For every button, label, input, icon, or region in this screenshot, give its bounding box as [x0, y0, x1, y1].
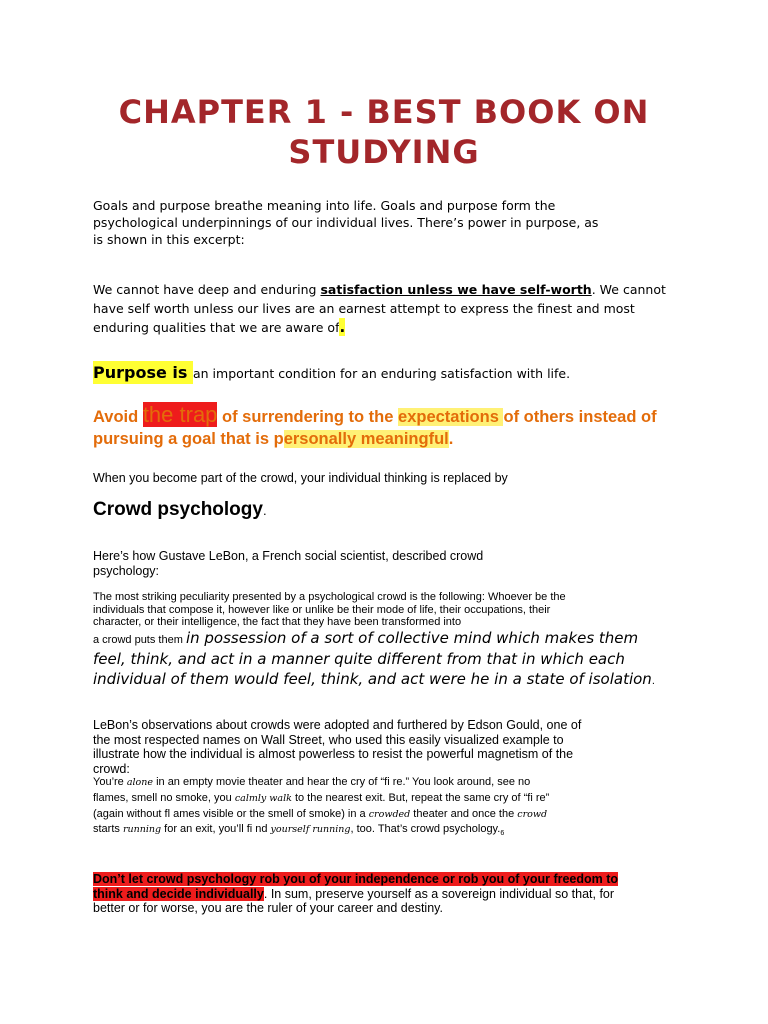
- closing-paragraph: Don’t let crowd psychology rob you of your independence or rob you of your freedom to think and decide individually. In sum, preserve yourself as a sovereign individual so that, for better or for worse, you are the ruler of your career and destiny.: [93, 872, 619, 915]
- lebon-intro: Here’s how Gustave LeBon, a French social scientist, described crowd psychology:: [93, 549, 484, 578]
- purpose-paragraph: Purpose is an important condition for an enduring satisfaction with life.: [93, 363, 571, 382]
- the-trap-highlight: the trap: [142, 402, 218, 427]
- highlighted-period: .: [339, 318, 346, 336]
- purpose-highlight: Purpose is: [93, 363, 193, 382]
- underlined-phrase: satisfaction unless we have self-worth: [320, 282, 592, 297]
- crowd-psychology-heading: Crowd psychology.: [93, 499, 267, 520]
- lebon-quote-block: The most striking peculiarity presented by a psychological crowd is the following: Whoever be the individuals that compose it, however like or unlike be their mode of life, their occupations, their character, or their intelligence, the fact that they have been transformed into: [93, 591, 566, 628]
- gould-paragraph: LeBon’s observations about crowds were adopted and furthered by Edson Gould, one of the most respected names on Wall Street, who used this easily visualized example to illustrate how the individual is almost powerless to resist the powerful magnetism of the crowd:: [93, 718, 582, 776]
- intro-paragraph: Goals and purpose breathe meaning into life. Goals and purpose form the psychological underpinnings of our individual lives. There’s power in purpose, as is shown in this excerpt:: [93, 198, 599, 247]
- self-worth-paragraph: We cannot have deep and enduring satisfaction unless we have self-worth. We cannot have self worth unless our lives are an earnest attempt to express the finest and most enduring qualities that we are aware of.: [93, 282, 666, 336]
- title-line-2: STUDYING: [288, 133, 480, 171]
- footnote-marker: 6: [500, 830, 505, 838]
- page-title: [0, 92, 768, 172]
- crowd-intro-line: When you become part of the crowd, your individual thinking is replaced by: [93, 471, 508, 485]
- title-line-1: CHAPTER 1 - BEST BOOK ON: [118, 93, 650, 131]
- personally-meaningful-highlight: ersonally meaningful: [283, 430, 449, 448]
- theater-example: You’re alone in an empty movie theater and hear the cry of “fi re.” You look around, see no flames, smell no smoke, you calmly walk to the nearest exit. But, repeat the same cry of “fi re” (again without fl ames visible or the smell of smoke) in a crowded theater and once the crowd starts running for an exit, you’ll fi nd yourself running, too. That’s crowd $psychology._6$: [93, 776, 550, 838]
- lebon-quote-italic-block: a crowd puts them in possession of a sort of collective mind which makes them feel, think, and act in a manner quite different from that in which each individual of them would feel, think, and act were he in a state of isolation.: [93, 629, 655, 688]
- avoid-trap-paragraph: Avoid the trap of surrendering to the expectations of others instead of pursuing a goal that is personally meaningful.: [93, 402, 657, 448]
- expectations-highlight: expectations: [398, 408, 504, 426]
- closing-highlight: Don’t let crowd psychology rob you of your independence or rob you of your freedom to think and decide individually: [93, 872, 619, 901]
